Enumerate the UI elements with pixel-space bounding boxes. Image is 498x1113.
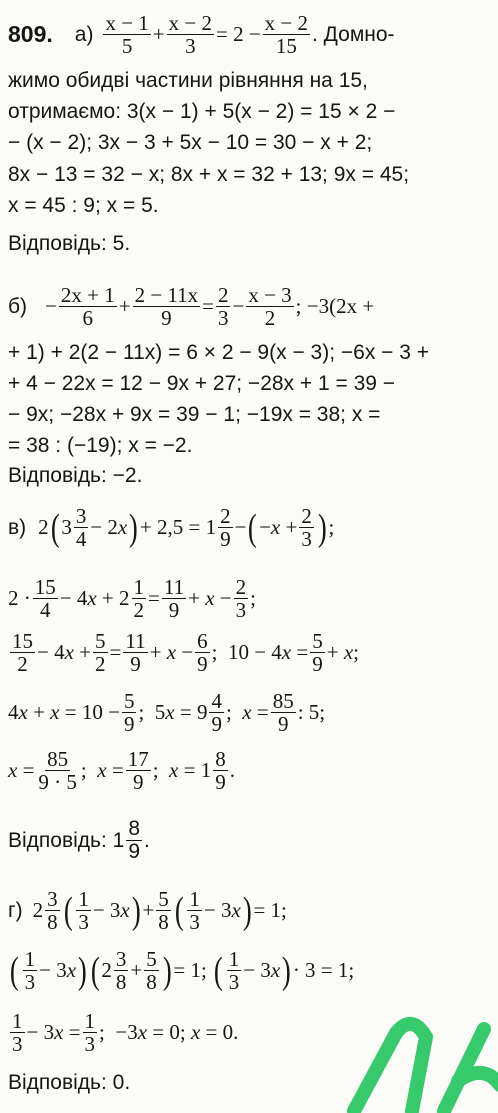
fraction: $\frac{2}{3}$ xyxy=(217,283,229,331)
fraction: x − 1 5 xyxy=(105,11,149,59)
part-g-label: г) xyxy=(8,898,23,922)
part-v-label: в) xyxy=(8,515,27,539)
text-line: + 1) + 2(2 − 11x) = 6 × 2 − 9(x − 3); −6x − 3 + xyxy=(8,341,430,364)
text-line: жимо обидві частини рівняння на 15, xyxy=(8,69,368,92)
part-a-equation: 809. а) x − 1 5 + $\frac{x - 2}{3}$ = 2 − $\frac{x - 2}{15}$ . Домно- xyxy=(8,11,395,59)
part-b-label: б) xyxy=(8,294,28,318)
math-line: 15 2 − 4x + $\frac{5}{2}$ = $\frac{11}{9}$ + x − $\frac{6}{9}$ ; 10 − 4x = $\frac{5}{9}$ + x; xyxy=(12,629,359,677)
math-line: 2 · 15 4 − 4x + 2 $\frac{1}{2}$ = $\frac{11}{9}$ + x − $\frac{2}{3}$ ; xyxy=(8,575,256,623)
problem-number: 809. xyxy=(8,20,53,47)
answer-line: Відповідь: 1 8 9 . xyxy=(8,817,150,864)
text-line: − (x − 2); 3x − 3 + 5x − 10 = 30 − x + 2; xyxy=(8,131,373,154)
fraction: $\frac{2x + 1}{6}$ xyxy=(60,283,115,331)
part-v-equation: в) 2 ( 3 3 4 − 2x ) + 2,5 = 1 2 9 − ( −x + $\frac{2}{3}$ ) ; xyxy=(8,504,335,552)
text-line: отримаємо: 3(x − 1) + 5(x − 2) = 15 × 2 − xyxy=(8,100,396,123)
answer-line: Відповідь: −2. xyxy=(8,464,143,487)
fraction: $\frac{x - 2}{3}$ xyxy=(168,11,212,59)
math-line: x = $\frac{85}{9 \cdot 5}$ ; x = $\frac{17}{9}$ ; x = 1 8 9 . xyxy=(8,747,235,795)
part-b-equation: б) − $\frac{2x + 1}{6}$ + $\frac{2 - 11x}{9}$ = $\frac{2}{3}$ − $\frac{x - 3}{2}$ ; −3(2x + xyxy=(8,283,375,331)
part-g-equation: г) 2 3 8 ( 1 3 − 3x ) + $\frac{5}{8}$ ( 1 3 − 3x ) = 1; xyxy=(8,887,287,935)
fraction: $\frac{2 - 11x}{9}$ xyxy=(134,283,199,331)
math-line: 4x + x = 10 − $\frac{5}{9}$ ; 5x = 9 4 9 ; x = $\frac{85}{9}$ : 5; xyxy=(8,689,326,737)
text-line: + 4 − 22x = 12 − 9x + 27; −28x + 1 = 39 − xyxy=(8,372,396,395)
part-a-label: а) xyxy=(74,22,94,46)
math-line: ( 1 3 − 3x ) ( 2 3 8 + $\frac{5}{8}$ ) = 1; ( 1 3 − 3x ) · 3 = 1; xyxy=(9,947,355,995)
text-line: − 9x; −28x + 9x = 39 − 1; −19x = 38; x = xyxy=(8,403,381,426)
text-line: 8x − 13 = 32 − x; 8x + x = 32 + 13; 9x = 45; xyxy=(8,163,410,186)
text-line: x = 45 : 9; x = 5. xyxy=(8,194,159,217)
watermark-logo xyxy=(334,993,498,1113)
fraction: $\frac{x - 3}{2}$ xyxy=(248,283,292,331)
answer-line: Відповідь: 5. xyxy=(8,232,131,255)
math-line: 1 3 − 3x = $\frac{1}{3}$ ; −3x = 0; x = 0. xyxy=(12,1009,239,1057)
answer-line: Відповідь: 0. xyxy=(8,1071,131,1094)
text-line: = 38 : (−19); x = −2. xyxy=(8,434,193,457)
fraction: $\frac{x - 2}{15}$ xyxy=(264,11,309,59)
